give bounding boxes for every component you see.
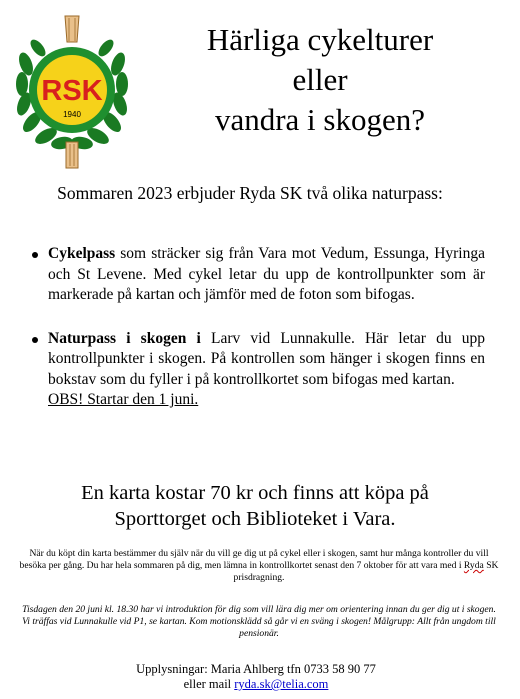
contact-mail-line [0, 677, 512, 692]
intro-text: Sommaren 2023 erbjuder Ryda SK två olika naturpass: [57, 183, 443, 203]
logo-letters: RSK [41, 75, 103, 107]
contact-phone: Upplysningar: Maria Ahlberg tfn 0733 58 90 77 [136, 662, 376, 676]
title-line-3: vandra i skogen? [214, 102, 426, 137]
pass-description: som sträcker sig från Vara mot Vedum, Essunga, Hyringa och St Levene. Med cykel letar du upp de kontrollpunkter som är markerade på kartan och jämför med de foton som bifogas. [48, 245, 485, 303]
price-line-2: Sporttorget och Biblioteket i Vara. [114, 508, 396, 530]
email-link[interactable]: ryda.sk@telia.com [234, 677, 329, 691]
title-line-1: Härliga cykelturer [206, 22, 434, 57]
usage-info-end: SK prisdragning. [233, 560, 499, 583]
pass-name: Cykelpass [48, 245, 116, 262]
usage-info-text: När du köpt din karta bestämmer du själv när du vill ge dig ut på cykel eller i skogen, samt hur många kontroller du vill besöka per gång. Du har hela sommaren på dig, men lämna in kontrollkortet senast den 7 oktober för att vara med i [19, 548, 489, 571]
price-line-1: En karta kostar 70 kr och finns att köpa på [81, 482, 429, 504]
introduction-session: Tisdagen den 20 juni kl. 18.30 har vi introduktion för dig som vill lära dig mer om orientering innan du ger dig ut i skogen. Vi träffas vid Lunnakulle vid P1, se kartan. Kom motionsklädd så går vi en sväng i skogen! Målgrupp: Allt från ungdom till pensionär. [22, 604, 496, 639]
pass-connector: i [186, 329, 201, 347]
club-name: Ryda [463, 560, 484, 571]
price-info [20, 480, 490, 532]
ryda-sk-logo [16, 12, 128, 170]
list-item-cykelpass [48, 244, 485, 306]
list-item-naturpass [48, 329, 485, 411]
mail-prefix: eller mail [183, 677, 235, 691]
usage-info [18, 548, 500, 584]
bullet-icon [32, 337, 38, 343]
pass-name: Naturpass i skogen [48, 329, 187, 347]
page-title [150, 20, 490, 140]
contact-info [0, 662, 512, 692]
pass-list [48, 244, 485, 411]
logo-year: 1940 [63, 110, 81, 119]
pass-description: Larv vid Lunnakulle. Här letar du upp kontrollpunkter i skogen. På kontrollen som hänger i skogen finns en bokstav som du fyller i på kontrollkortet som bifogas med kartan. [48, 329, 485, 388]
bullet-icon [32, 252, 38, 258]
start-note: OBS! Startar den 1 juni. [48, 391, 199, 408]
title-line-2: eller [292, 62, 348, 97]
